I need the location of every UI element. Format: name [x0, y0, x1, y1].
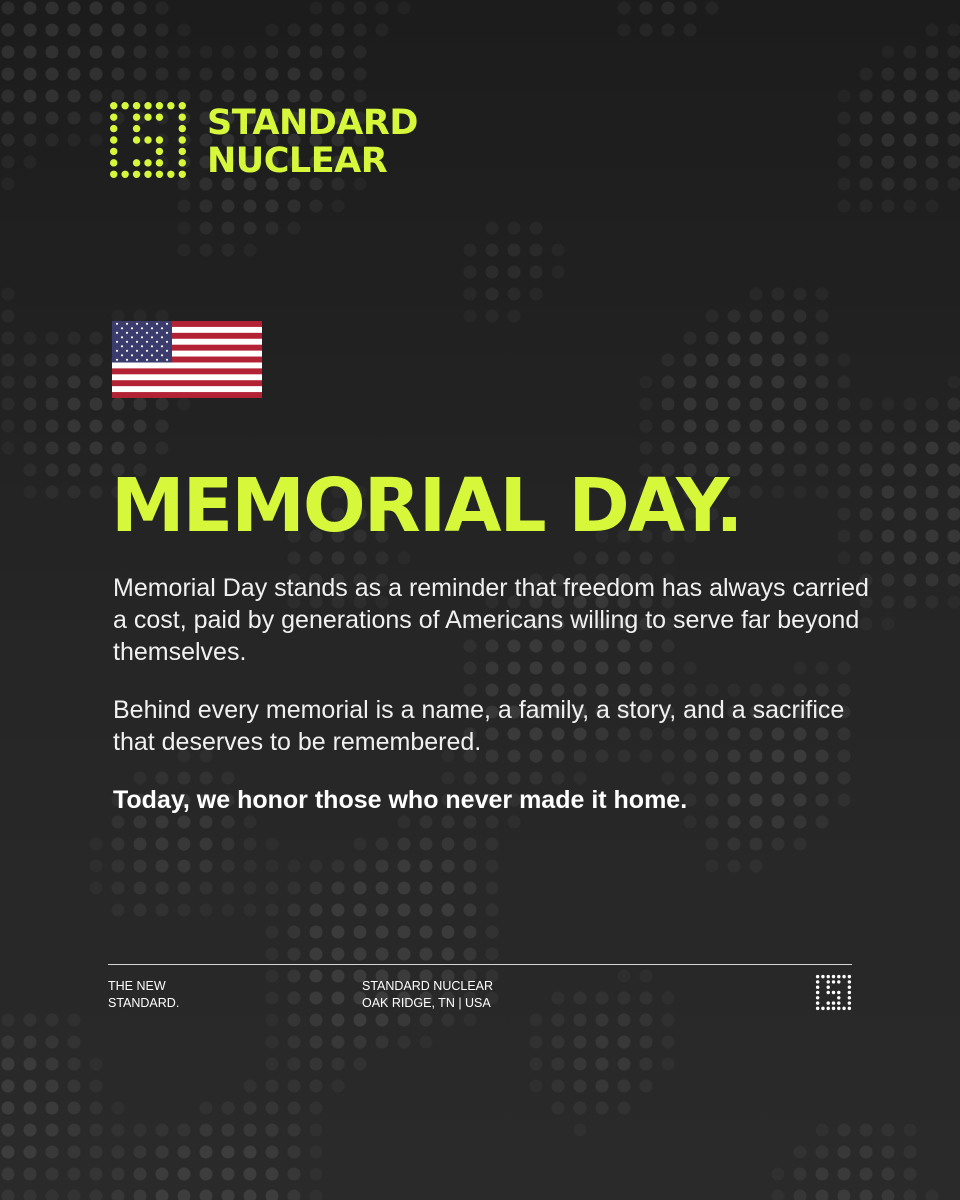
dotted-s-logo-icon — [108, 100, 188, 180]
tagline-line-2: STANDARD. — [108, 996, 180, 1010]
brand-line-1: STANDARD — [207, 103, 418, 143]
page-title: MEMORIAL DAY. — [111, 463, 742, 549]
footer-company — [362, 978, 493, 1012]
brand-line-2: NUCLEAR — [207, 141, 388, 181]
tagline-line-1: THE NEW — [108, 979, 166, 993]
us-flag-icon — [112, 321, 262, 398]
paragraph-1: Memorial Day stands as a reminder that freedom has always carried a cost, paid by generations of Americans willing to serve far beyond themselves. — [113, 574, 869, 666]
paragraph-2: Behind every memorial is a name, a family, a story, and a sacrifice that deserves to be remembered. — [113, 696, 845, 756]
company-name: STANDARD NUCLEAR — [362, 979, 494, 993]
brand-wordmark — [207, 104, 418, 180]
footer-logo-icon — [815, 974, 852, 1011]
message-body — [113, 572, 873, 842]
footer-divider — [108, 964, 852, 965]
closing-statement: Today, we honor those who never made it home. — [113, 786, 688, 814]
footer-tagline — [108, 978, 179, 1012]
company-location: OAK RIDGE, TN | USA — [362, 996, 491, 1010]
